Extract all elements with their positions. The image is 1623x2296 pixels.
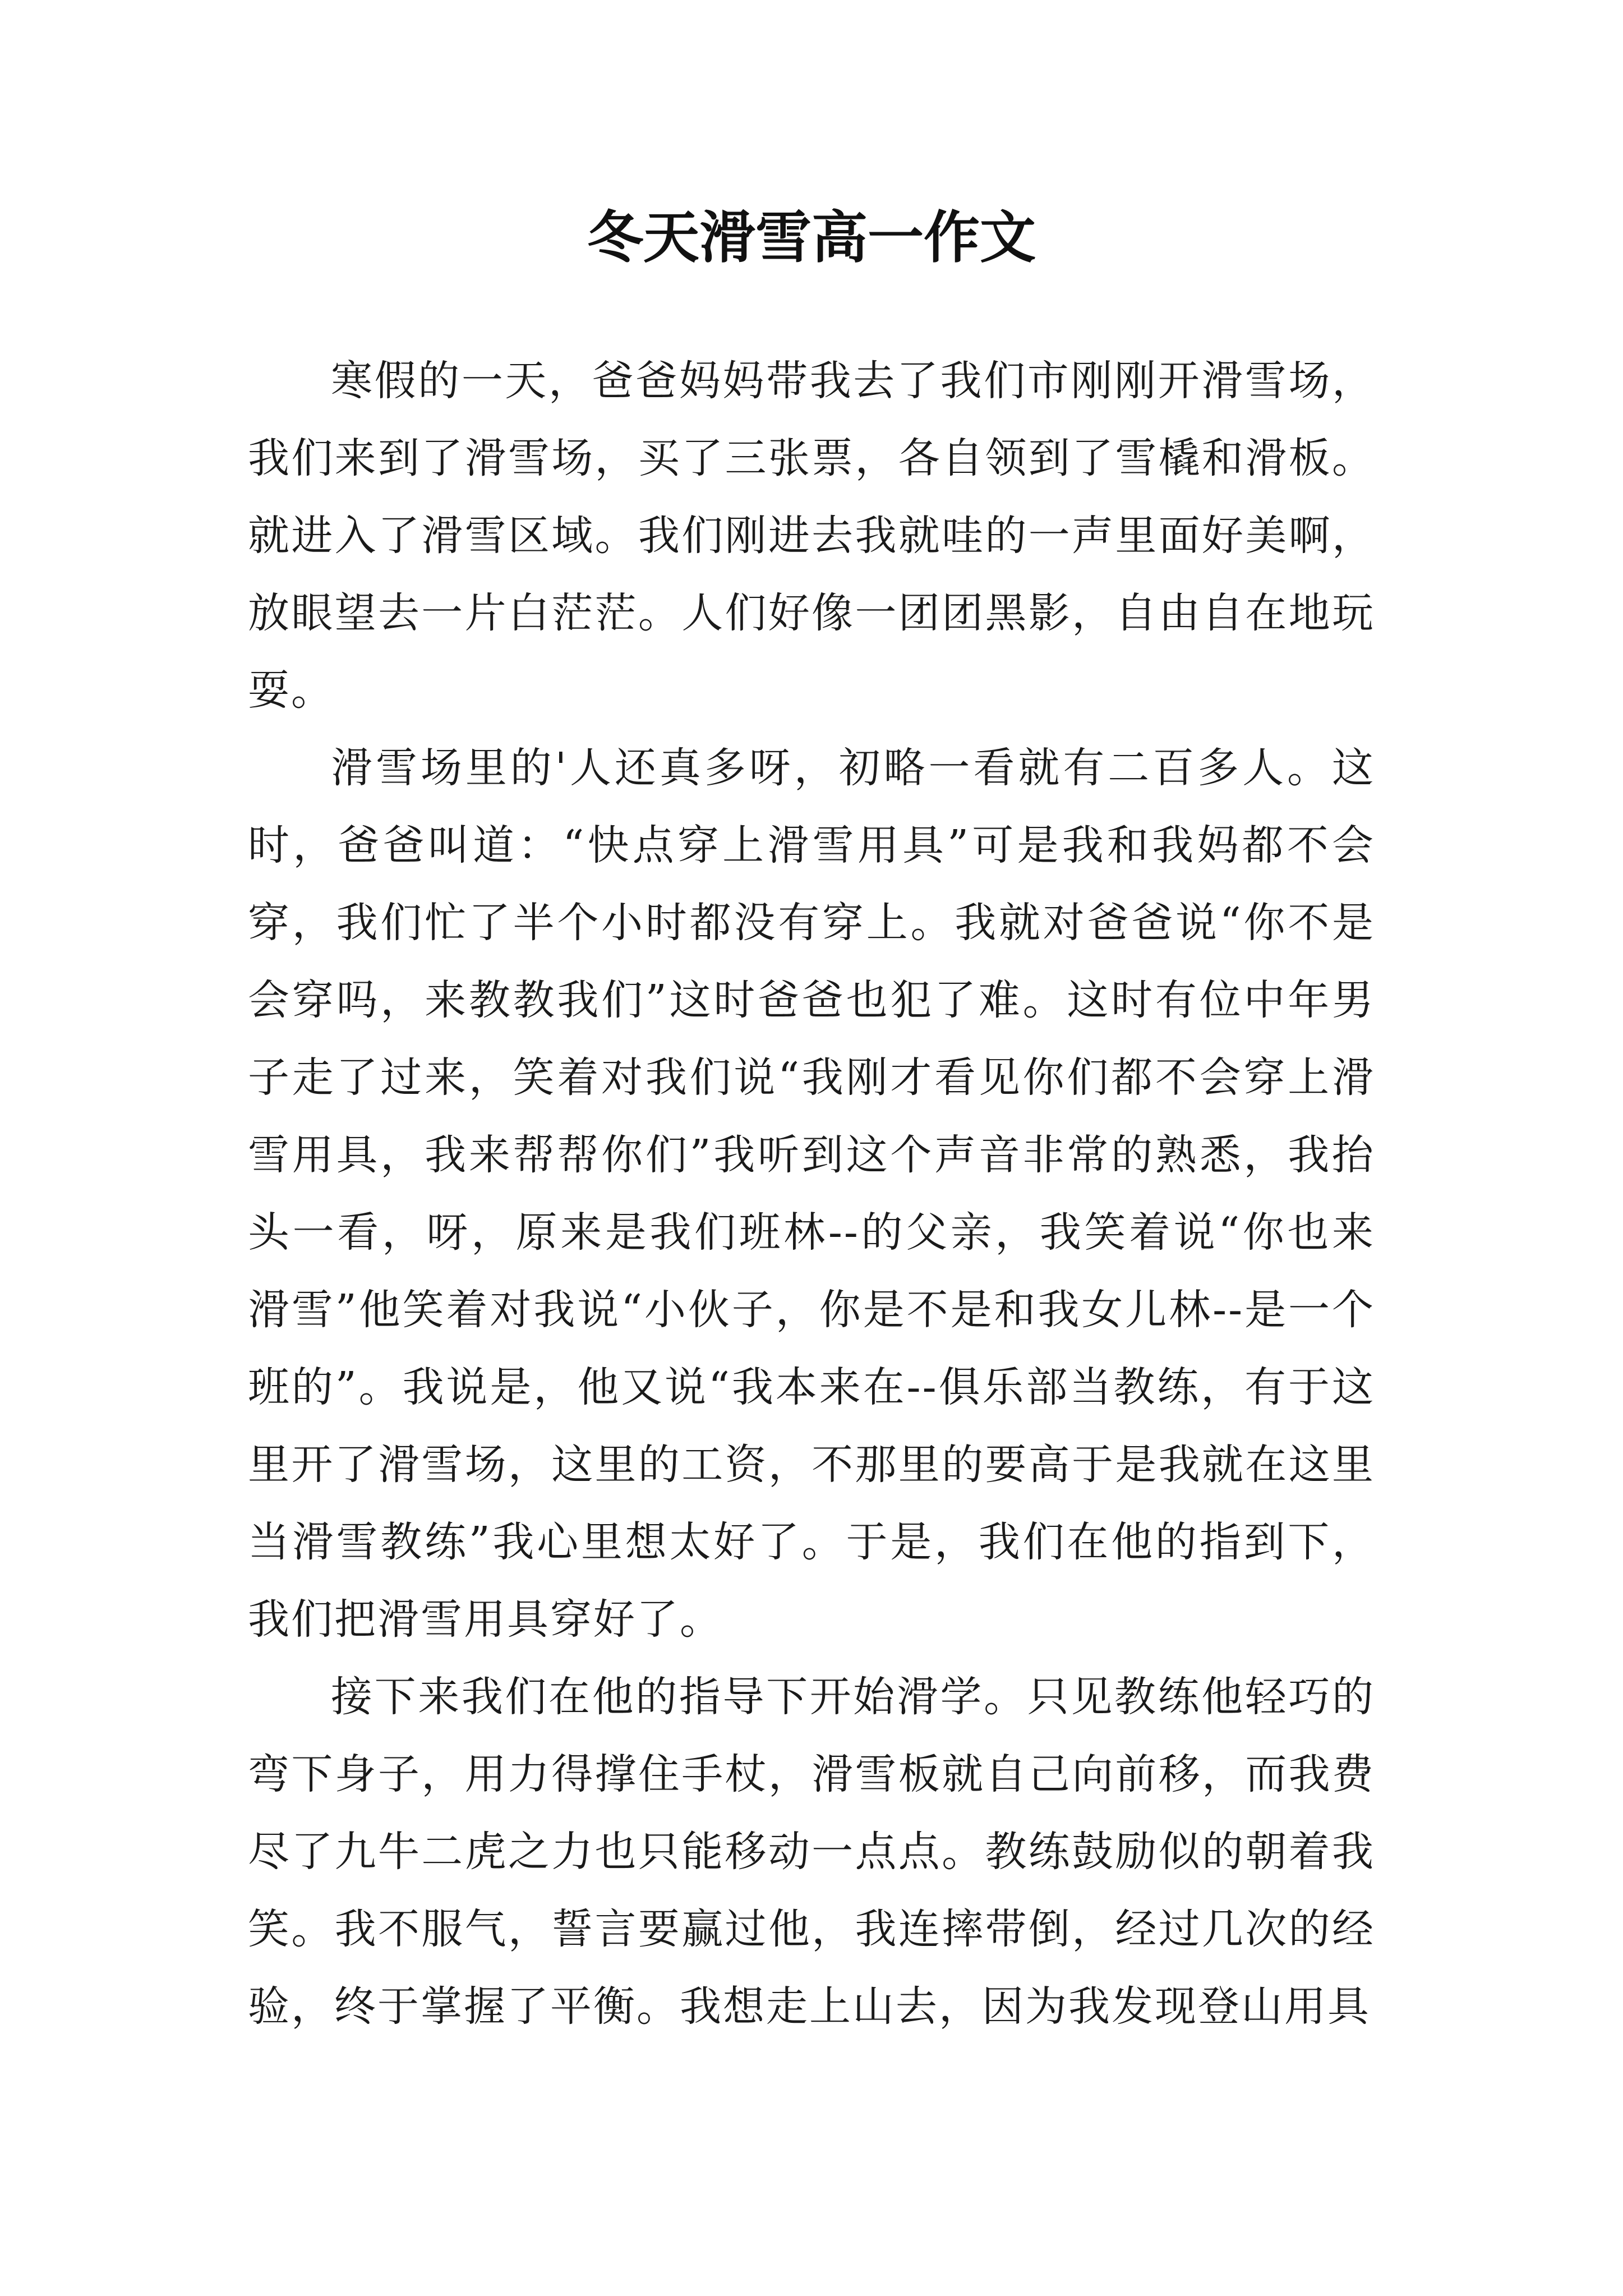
essay-body: [248, 342, 1375, 2045]
paragraph-2: 滑雪场里的'人还真多呀，初略一看就有二百多人。这时，爸爸叫道：“快点穿上滑雪用具”可是我和我妈都不会穿，我们忙了半个小时都没有穿上。我就对爸爸说“你不是会穿吗，来教教我们”这时爸爸也犯了难。这时有位中年男子走了过来，笑着对我们说“我刚才看见你们都不会穿上滑雪用具，我来帮帮你们”我听到这个声音非常的熟悉，我抬头一看，呀，原来是我们班林--的父亲，我笑着说“你也来滑雪”他笑着对我说“小伙子，你是不是和我女儿林--是一个班的”。我说是，他又说“我本来在--俱乐部当教练，有于这里开了滑雪场，这里的工资，不那里的要高于是我就在这里当滑雪教练”我心里想太好了。于是，我们在他的指到下，我们把滑雪用具穿好了。: [248, 744, 1375, 1644]
paragraph-1: 寒假的一天，爸爸妈妈带我去了我们市刚刚开滑雪场，我们来到了滑雪场，买了三张票，各自领到了雪橇和滑板。就进入了滑雪区域。我们刚进去我就哇的一声里面好美啊，放眼望去一片白茫茫。人们好像一团团黑影，自由自在地玩耍。: [248, 357, 1375, 715]
paragraph-3: 接下来我们在他的指导下开始滑学。只见教练他轻巧的弯下身子，用力得撑住手杖，滑雪板就自己向前移，而我费尽了九牛二虎之力也只能移动一点点。教练鼓励似的朝着我笑。我不服气，誓言要赢过他，我连摔带倒，经过几次的经验，终于掌握了平衡。我想走上山去，因为我发现登山用具: [248, 1673, 1375, 2031]
document-title: 冬天滑雪高一作文: [587, 204, 1036, 270]
